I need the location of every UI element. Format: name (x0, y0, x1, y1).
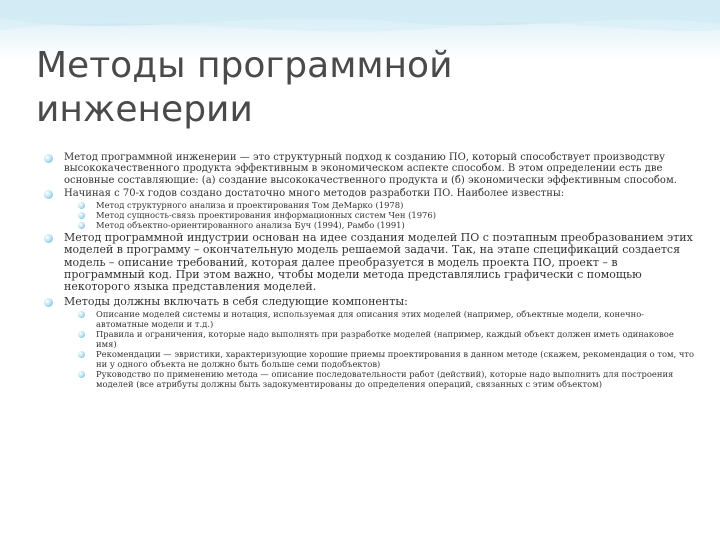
sub-bullet-item (64, 369, 696, 389)
slide-content (44, 152, 696, 391)
bullet-item (44, 296, 696, 389)
sub-bullet-icon (78, 212, 85, 219)
slide-title: Методы программной инженерии (36, 45, 453, 130)
sub-bullet-text: Описание моделей системы и нотация, используемая для описания этих моделей (например, объектные модели, конечно-автоматные модели и т.д.) (96, 308, 645, 329)
bullet-icon (44, 154, 53, 163)
methods-sublist (64, 200, 696, 230)
bullet-icon (44, 190, 53, 199)
bullet-item (44, 232, 696, 293)
sub-bullet-icon (78, 311, 85, 318)
sub-bullet-icon (78, 371, 85, 378)
sub-bullet-item (64, 309, 696, 329)
sub-bullet-item (64, 349, 696, 369)
bullet-text: Начиная с 70-х годов создано достаточно много методов разработки ПО. Наиболее известны: (64, 187, 565, 199)
bullet-icon (44, 298, 53, 307)
sub-bullet-icon (78, 331, 85, 338)
bullet-list (44, 152, 696, 389)
sub-bullet-icon (78, 202, 85, 209)
bullet-icon (44, 234, 53, 243)
bullet-text: Метод программной инженерии — это структурный подход к созданию ПО, который способствует производству высококачественного продукта эффективным в экономическом аспекте способом. В этом определении есть две основные составляющие: (а) создание высококачественного продукта и (б) экономически эффективным способом. (64, 152, 677, 186)
sub-bullet-icon (78, 351, 85, 358)
sub-bullet-item (64, 220, 696, 230)
bullet-text: Методы должны включать в себя следующие компоненты: (64, 294, 408, 308)
sub-bullet-item (64, 329, 696, 349)
sub-bullet-text: Метод сущность-связь проектирования информационных систем Чен (1976) (96, 210, 436, 221)
sub-bullet-text: Метод структурного анализа и проектирования Том ДеМарко (1978) (96, 200, 404, 211)
sub-bullet-text: Метод объектно-ориентированного анализа Буч (1994), Рамбо (1991) (96, 220, 405, 231)
sub-bullet-item (64, 200, 696, 210)
bullet-text: Метод программной индустрии основан на идее создания моделей ПО с поэтапным преобразованием этих моделей в программу – окончательную модель решаемой задачи. Так, на этапе спецификаций создается модель – описание требований, которая далее преобразуется в модель проекта ПО, проект – в программный код. При этом важно, чтобы модели метода представлялись графически с помощью некоторого языка представления моделей. (64, 231, 693, 294)
bullet-item (44, 188, 696, 230)
sub-bullet-text: Правила и ограничения, которые надо выполнять при разработке моделей (например, каждый объект должен иметь одинаковое имя) (96, 328, 674, 349)
sub-bullet-item (64, 210, 696, 220)
bullet-item (44, 152, 696, 186)
sub-bullet-text: Руководство по применению метода — описание последовательности работ (действий), которые надо выполнить для построения моделей (все атрибуты должны быть задокументированы до определения операций, связанных с этим объектом) (96, 368, 674, 389)
components-sublist (64, 309, 696, 389)
sub-bullet-icon (78, 222, 85, 229)
sub-bullet-text: Рекомендации — эвристики, характеризующие хорошие приемы проектирования в данном методе (скажем, рекомендация о том, что ни у одного объекта не должно быть больше семи подобъектов) (96, 348, 695, 369)
